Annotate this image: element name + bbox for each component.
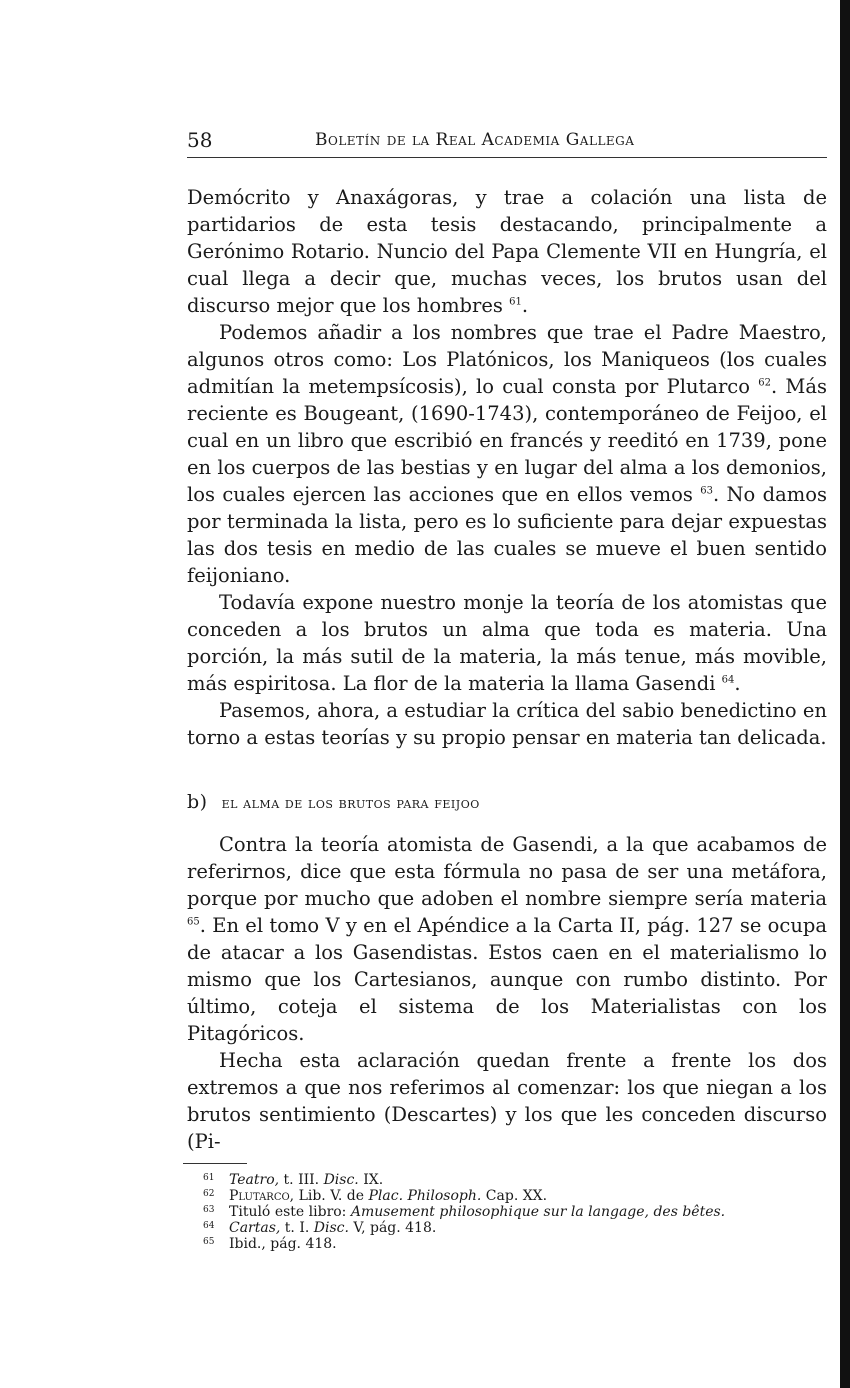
footnote: 63 Tituló este libro: Amusement philosophique sur la langage, des bêtes. (203, 1204, 726, 1220)
paragraph: Todavía expone nuestro monje la teoría de los atomistas que conceden a los brutos un alma que toda es materia. Una porción, la más sutil de la materia, la más tenue, más movible, más espiritosa. La flor de la materia la llama Gasendi $^{64}$. (187, 591, 827, 695)
footnote: 62 Plutarco, Lib. V. de Plac. Philosoph. Cap. XX. (203, 1188, 548, 1204)
footnote: 64 Cartas, t. I. Disc. V, pág. 418. (203, 1220, 437, 1236)
footnote-number: 62 (203, 1189, 215, 1199)
footnote-number: 61 (203, 1173, 215, 1183)
paragraph: Hecha esta aclaración quedan frente a frente los dos extremos a que nos referimos al comenzar: los que niegan a los brutos sentimiento (Descartes) y los que les conceden discurso (Pi- (187, 1049, 827, 1153)
footnote-rule (183, 1163, 247, 1164)
page-number: 58 (187, 128, 213, 152)
page-edge-shadow (840, 0, 850, 1388)
footnote-ref[interactable]: 64 (721, 674, 735, 686)
running-title: Boletín de la Real Academia Gallega (315, 130, 635, 150)
footnote: 61 Teatro, t. III. Disc. IX. (203, 1172, 384, 1188)
paragraph: Podemos añadir a los nombres que trae el Padre Maestro, algunos otros como: Los Platónicos, los Maniqueos (los cuales admitían la metempsícosis), lo cual consta por Plutarco $^{62}$. Más reciente es Bougeant, (1690-1743), contemporáneo de Feijoo, el cual en un libro que escribió en francés y reeditó en 1739, pone en los cuerpos de las bestias y en lugar del alma a los demonios, los cuales ejercen las acciones que en ellos vemos $^{63}$. No damos por terminada la lista, pero es lo suficiente para dejar expuestas las dos tesis en medio de las cuales se mueve el buen sentido feijoniano. (187, 321, 827, 587)
footnote: 65 Ibid., pág. 418. (203, 1236, 337, 1252)
footnote-ref[interactable]: 65 (187, 916, 200, 928)
page-header (187, 128, 827, 158)
footnote-number: 64 (203, 1221, 215, 1231)
footnote-ref[interactable]: 62 (758, 377, 771, 389)
footnote-number: 63 (203, 1205, 215, 1215)
paragraph: Demócrito y Anaxágoras, y trae a colación una lista de partidarios de esta tesis destacando, principalmente a Gerónimo Rotario. Nuncio del Papa Clemente VII en Hungría, el cual llega a decir que, muchas veces, los brutos usan del discurso mejor que los hombres $^{61}$. (187, 186, 827, 317)
paragraph: Contra la teoría atomista de Gasendi, a la que acabamos de referirnos, dice que esta fórmula no pasa de ser una metáfora, porque por mucho que adoben el nombre siempre sería materia $^{65}$. En el tomo V y en el Apéndice a la Carta II, pág. 127 se ocupa de atacar a los Gasendistas. Estos caen en el materialismo lo mismo que los Cartesianos, aunque con rumbo distinto. Por último, coteja el sistema de los Materialistas con los Pitagóricos. (187, 833, 827, 1045)
paragraph: Pasemos, ahora, a estudiar la crítica del sabio benedictino en torno a estas teorías y su propio pensar en materia tan delicada. (187, 699, 827, 749)
section-title: el alma de los brutos para feijoo (221, 794, 480, 812)
section-heading (187, 789, 827, 817)
body-text (187, 184, 827, 1155)
footnotes (203, 1172, 823, 1252)
footnote-ref[interactable]: 63 (700, 485, 713, 497)
footnote-number: 65 (203, 1237, 215, 1247)
section-letter: b) (187, 791, 208, 813)
footnote-ref[interactable]: 61 (509, 296, 522, 308)
header-rule (187, 157, 827, 158)
